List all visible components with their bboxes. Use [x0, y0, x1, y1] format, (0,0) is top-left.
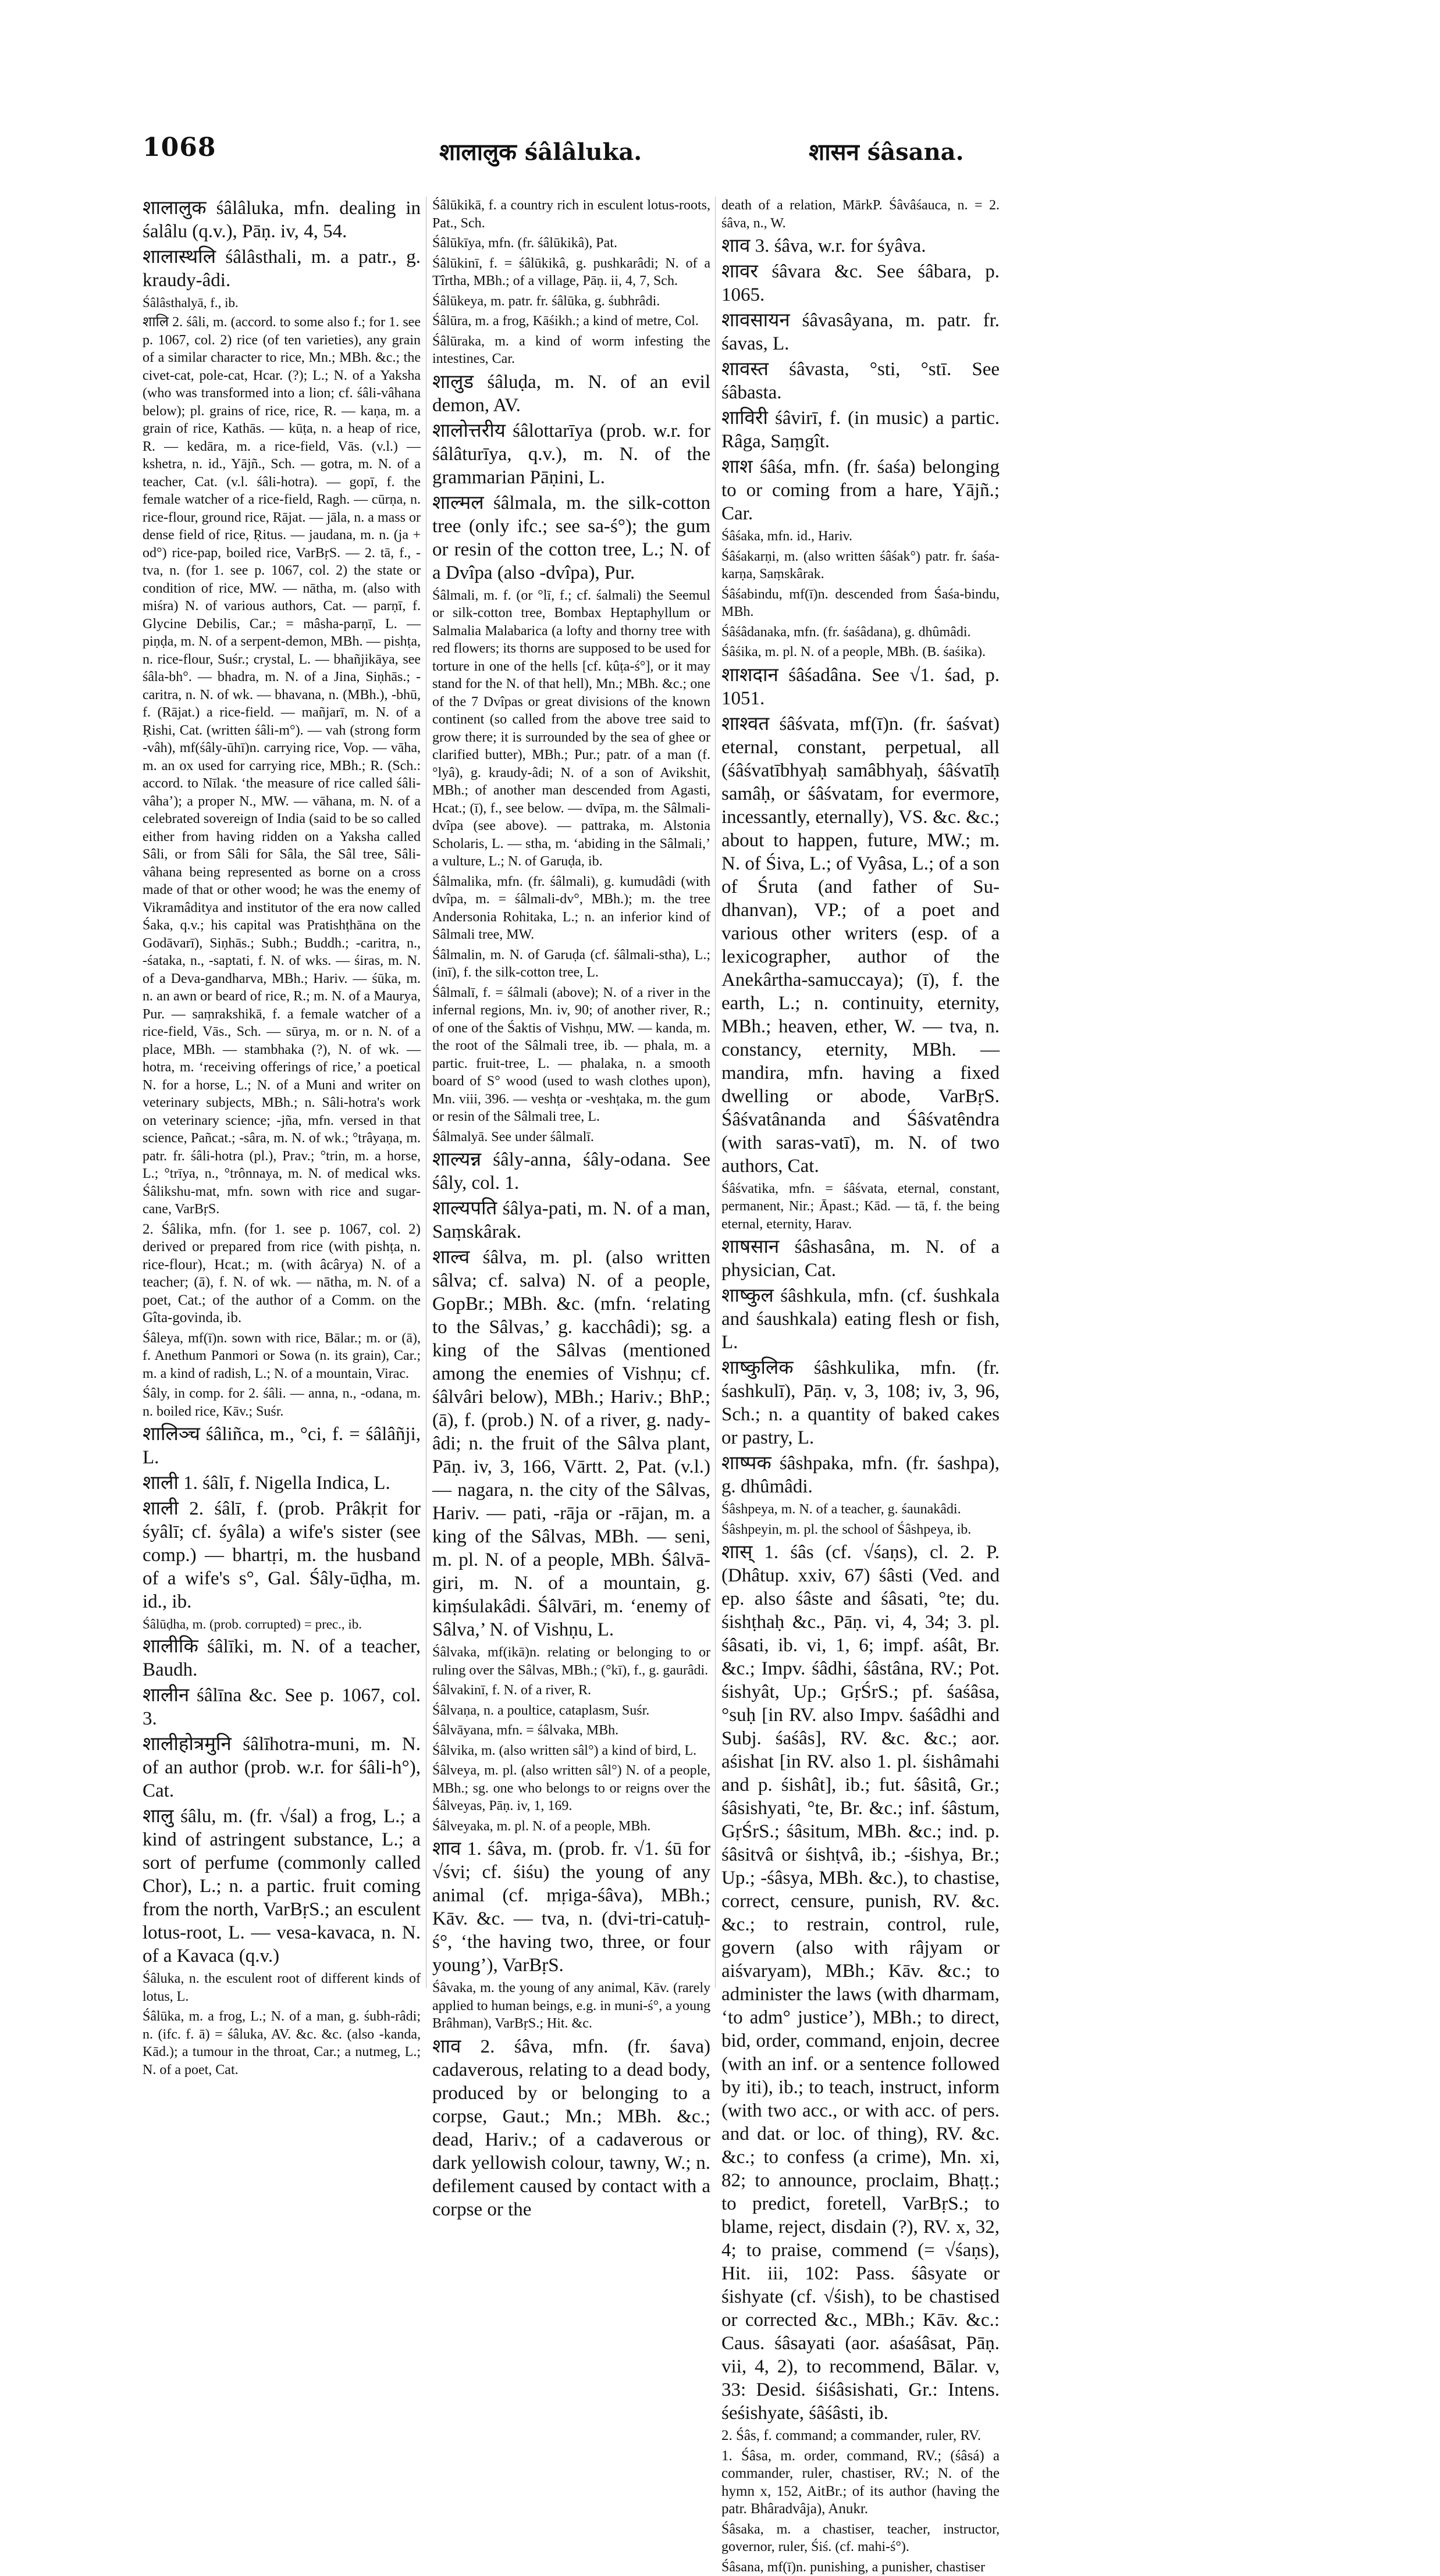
dictionary-entry: Śâly, in comp. for 2. śâli. — anna, n., -odana, m. n. boiled rice, Kāv.; Suśr.	[143, 1385, 421, 1420]
dictionary-entry: Śâlveya, m. pl. (also written sâl°) N. of a people, MBh.; sg. one who belongs to or reigns over the Śâlveyas, Pāṇ. iv, 1, 169.	[432, 1762, 710, 1815]
dictionary-entry: Śâlmalyā. See under śâlmalī.	[432, 1128, 710, 1146]
column-2	[432, 197, 710, 1988]
column-3	[721, 197, 1000, 1988]
dictionary-entry: Śâlvaṇa, n. a poultice, cataplasm, Suśr.	[432, 1702, 710, 1720]
dictionary-entry: शाश्वत śâśvata, mf(ī)n. (fr. śaśvat) eternal, constant, perpetual, all (śâśvatībhyaḥ samâbhyaḥ, śâśvatīḥ samâḥ, or śâśvatam, for evermore, incessantly, eternally), VS. &c. &c.; about to happen, future, MW.; m. N. of Śiva, L.; of Vyâsa, L.; of a son of Śruta (and father of Su-dhanvan), VP.; of a poet and various other writers (esp. of a lexicographer, author of the Anekârtha-samuccaya); (ī), f. the earth, L.; n. continuity, eternity, MBh.; heaven, ether, W. — tva, n. constancy, eternity, MBh. — mandira, mfn. having a fixed dwelling or abode, VarBṛS. Śâśvatânanda and Śâśvatêndra (with saras-vatī), m. N. of two authors, Cat.	[721, 712, 1000, 1178]
dictionary-entry: Śâlūkeya, m. patr. fr. śâlūka, g. śubhrâdi.	[432, 293, 710, 311]
dictionary-entry: Śâsana, mf(ī)n. punishing, a punisher, chastiser	[721, 2559, 1000, 2576]
dictionary-entry: 2. Śâs, f. command; a commander, ruler, RV.	[721, 2427, 1000, 2445]
dictionary-entry: शाविरी śâvirī, f. (in music) a partic. Râga, Saṃgît.	[721, 407, 1000, 453]
dictionary-entry: शाल्मल śâlmala, m. the silk-cotton tree (only ifc.; see sa-ś°); the gum or resin of the cotton tree, L.; N. of a Dvîpa (also -dvîpa), Pur.	[432, 491, 710, 585]
dictionary-entry: Śâlmalin, m. N. of Garuḍa (cf. śâlmali-stha), L.; (inī), f. the silk-cotton tree, L.	[432, 946, 710, 982]
dictionary-entry: Śâlvāyana, mfn. = śâlvaka, MBh.	[432, 1722, 710, 1740]
dictionary-entry: Śâśvatika, mfn. = śâśvata, eternal, constant, permanent, Nir.; Āpast.; Kād. — tā, f. the being eternal, eternity, Harav.	[721, 1180, 1000, 1234]
dictionary-entry: Śâleya, mf(ī)n. sown with rice, Bālar.; m. or (ā), f. Anethum Panmori or Sowa (n. its grain), Car.; m. a kind of radish, L.; N. of a mountain, Virac.	[143, 1330, 421, 1383]
dictionary-entry: शाव 1. śâva, m. (prob. fr. √1. śū for √śvi; cf. śiśu) the young of any animal (cf. mṛiga-śâva), MBh.; Kāv. &c. — tva, n. (dvi-tri-catuḥ-ś°, ‘the having two, three, or four young’), VarBṛS.	[432, 1837, 710, 1977]
dictionary-entry: Śâlūka, m. a frog, L.; N. of a man, g. śubh-râdi; n. (ifc. f. ā) = śâluka, AV. &c. &c. (also -kanda, Kād.); a tumour in the throat, Car.; a nutmeg, L.; N. of a poet, Cat.	[143, 2008, 421, 2079]
dictionary-entry: शावर śâvara &c. See śâbara, p. 1065.	[721, 260, 1000, 307]
running-head-left: शालालुक śâlâluka.	[439, 135, 642, 167]
dictionary-entry: Śâśâdanaka, mfn. (fr. śaśâdana), g. dhûmâdi.	[721, 623, 1000, 642]
dictionary-entry: 2. Śâlika, mfn. (for 1. see p. 1067, col. 2) derived or prepared from rice (with pishṭa, n. rice-flour), Hcat.; m. (with âcârya) N. of a teacher; (ā), f. N. of wk. — nātha, m. N. of a poet, Cat.; of the author of a Comm. on the Gîta-govinda, ib.	[143, 1221, 421, 1327]
dictionary-entry: शाष्पक śâshpaka, mfn. (fr. śashpa), g. dhûmâdi.	[721, 1452, 1000, 1498]
dictionary-entry: 1. Śâsa, m. order, command, RV.; (śâsá) a commander, ruler, chastiser, RV.; N. of the hymn x, 152, AitBr.; of its author (having the patr. Bhâradvâja), Anukr.	[721, 2447, 1000, 2518]
dictionary-entry: Śâśaka, mfn. id., Hariv.	[721, 528, 1000, 546]
dictionary-entry: शालीन śâlīna &c. See p. 1067, col. 3.	[143, 1684, 421, 1730]
dictionary-entry: शालि 2. śâli, m. (accord. to some also f.; for 1. see p. 1067, col. 2) rice (of ten varieties), any grain of a similar character to rice, Mn.; MBh. &c.; the civet-cat, pole-cat, Hcar. (?); L.; N. of a Yaksha (who was transformed into a lion; cf. śâli-vâhana below); pl. grains of rice, rice, R. — kaṇa, m. a grain of rice, Kathās. — kūṭa, n. a heap of rice, R. — kedāra, m. a rice-field, Vās. (v.l.) — kshetra, n. id., Yājñ., Sch. — gotra, m. N. of a teacher, Cat. (v.l. śâli-hotra). — gopī, f. the female watcher of a rice-field, Ragh. — cūrṇa, n. rice-flour, ground rice, Rājat. — jāla, n. a mass or dense field of rice, Ṛitus. — jaudana, m. n. (ja + od°) rice-pap, boiled rice, VarBṛS. — 2. tā, f., -tva, n. (for 1. see p. 1067, col. 2) the state or condition of rice, MW. — nātha, m. (also with miśra) N. of various authors, Cat. — parṇī, f. Glycine Debilis, Car.; = mâsha-parṇī, L. — piṇḍa, m. N. of a serpent-demon, MBh. — pishṭa, n. rice-flour, Suśr.; crystal, L. — bhañjikāya, see śâla-bh°. — bhadra, m. N. of a Jina, Siṇhās.; -caritra, n. N. of wk. — bhavana, n. (MBh.), -bhū, f. (Rājat.) a rice-field. — mañjarī, m. N. of a Ṛishi, Cat. (written śâli-m°). — vah (strong form -vâh), mf(śâly-ūhī)n. carrying rice, Vop. — vāha, m. an ox used for carrying rice, MBh.; R. (Sch.: accord. to Nīlak. ‘the measure of rice called śâli-vâha’); a proper N., MW. — vāhana, m. N. of a celebrated sovereign of India (said to be so called either from having ridden on a Yaksha called Sâli, or from Sâli for Sâla, the Sâl tree, Sâli-vâhana being represented as borne on a cross made of that or other wood; he was the enemy of Vikramâditya and institutor of the era now called Śaka, q.v.; his capital was Pratishṭhāna on the Godāvarī), Siṇhās.; Subh.; Buddh.; -caritra, n., -śataka, n., -saptati, f. N. of wks. — śiras, m. N. of a Deva-gandharva, MBh.; Hariv. — śūka, m. n. an awn or beard of rice, R.; m. N. of a Maurya, Pur. — saṃrakshikā, f. a female watcher of a rice-field, Vās., Sch. — sūrya, m. or n. N. of a place, MBh. — stambhaka (?), N. of wk. — hotra, m. ‘receiving offerings of rice,’ a poetical N. for a horse, L.; N. of a Muni and writer on veterinary subjects, MBh.; n. Sâli-hotra's work on veterinary science; -jña, mfn. versed in that science, Pañcat.; -sâra, m. N. of wk.; °trâyaṇa, m. patr. fr. śâli-hotra (pl.), Prav.; °trin, m. a horse, L.; °trīya, n., °trônnaya, m. N. of medical wks. Śâlikshu-mat, mfn. sown with rice and sugar-cane, VarBṛS.	[143, 313, 421, 1218]
dictionary-entry: Śâśika, m. pl. N. of a people, MBh. (B. śaśika).	[721, 643, 1000, 661]
column-1	[143, 197, 421, 1988]
dictionary-entry: शालुड śâluḍa, m. N. of an evil demon, AV.	[432, 370, 710, 417]
dictionary-entry: शालोत्तरीय śâlottarīya (prob. w.r. for śâlâturīya, q.v.), m. N. of the grammarian Pāṇini, L.	[432, 419, 710, 489]
dictionary-entry: Śâśakarṇi, m. (also written śâśak°) patr. fr. śaśa-karṇa, Saṃskârak.	[721, 548, 1000, 583]
dictionary-entry: Śâlveyaka, m. pl. N. of a people, MBh.	[432, 1818, 710, 1836]
dictionary-entry: शाव 3. śâva, w.r. for śyâva.	[721, 234, 1000, 258]
dictionary-entry: शालीहोत्रमुनि śâlīhotra-muni, m. N. of an author (prob. w.r. for śâli-h°), Cat.	[143, 1733, 421, 1802]
dictionary-entry: शाव 2. śâva, mfn. (fr. śava) cadaverous, relating to a dead body, produced by or belonging to a corpse, Gaut.; Mn.; MBh. &c.; dead, Hariv.; of a cadaverous or dark yellowish colour, tawny, W.; n. defilement caused by contact with a corpse or the	[432, 2035, 710, 2221]
running-head-right: शासन śâsana.	[809, 135, 964, 167]
dictionary-entry: Śâshpeyin, m. pl. the school of Śâshpeya, ib.	[721, 1521, 1000, 1539]
dictionary-entry: शाल्व śâlva, m. pl. (also written sâlva; cf. salva) N. of a people, GopBr.; MBh. &c. (mfn. ‘relating to the Sâlvas,’ g. kacchâdi); sg. a king of the Sâlvas (mentioned among the enemies of Vishṇu; cf. śâlvâri below), MBh.; Hariv.; BhP.; (ā), f. (prob.) N. of a river, g. nady-âdi; n. the fruit of the Sâlva plant, Pāṇ. iv, 3, 166, Vārtt. 2, Pat. (v.l.) — nagara, n. the city of the Sâlvas, Hariv. — pati, -rāja or -rājan, m. a king of the Sâlvas, MBh. — seni, m. pl. N. of a people, MBh. Śâlvā-giri, m. N. of a mountain, g. kiṃśulakâdi. Śâlvāri, m. ‘enemy of Sâlva,’ N. of Vishṇu, L.	[432, 1246, 710, 1641]
dictionary-entry: शावस्त śâvasta, °sti, °stī. See śâbasta.	[721, 358, 1000, 404]
dictionary-entry: शालास्थलि śâlâsthali, m. a patr., g. kraudy-âdi.	[143, 245, 421, 292]
dictionary-entry: शाली 1. śâlī, f. Nigella Indica, L.	[143, 1472, 421, 1495]
dictionary-entry: शाषसान śâshasâna, m. N. of a physician, Cat.	[721, 1235, 1000, 1282]
dictionary-entry: शावसायन śâvasâyana, m. patr. fr. śavas, L.	[721, 309, 1000, 355]
column-4	[1011, 197, 1289, 1988]
dictionary-entry: Śâvaka, m. the young of any animal, Kāv. (rarely applied to human beings, e.g. in muni-ś°, a young Brâhman), VarBṛS.; Hit. &c.	[432, 1979, 710, 2033]
dictionary-entry: Śâlūra, m. a frog, Kāśikh.; a kind of metre, Col.	[432, 312, 710, 330]
dictionary-entry: Śâlvakinī, f. N. of a river, R.	[432, 1681, 710, 1699]
dictionary-entry: Śâlmali, m. f. (or °lī, f.; cf. śalmali) the Seemul or silk-cotton tree, Bombax Heptaphyllum or Salmalia Malabarica (a lofty and thorny tree with red flowers; its thorns are supposed to be used for torture in one of the hells [cf. kûṭa-ś°], or it may stand for the N. of that hell), Mn.; MBh. &c.; one of the 7 Dvîpas or great divisions of the known continent (so called from the above tree said to grow there; it is surrounded by the sea of ghee or clarified butter), MBh.; Pur.; patr. of a man (f. °lyâ), g. kraudy-âdi; N. of a son of Avikshit, MBh.; of another man descended from Agasti, Hcat.; (ī), f., see below. — dvīpa, m. the Sâlmali-dvîpa (see above). — pattraka, m. Alstonia Scholaris, L. — stha, m. ‘abiding in the Sâlmali,’ a vulture, L.; N. of Garuḍa, ib.	[432, 587, 710, 871]
dictionary-entry: शास् 1. śâs (cf. √śaṇs), cl. 2. P. (Dhâtup. xxiv, 67) śâsti (Ved. and ep. also śâste and śâsati, °te; du. śishṭhaḥ &c., Pāṇ. vi, 4, 34; 3. pl. śâsati, ib. vi, 1, 6; impf. aśât, Br. &c.; Impv. śâdhi, śâstâna, RV.; Pot. śishyât, Up.; GṛŚrS.; pf. śaśâsa, °suḥ [in RV. also Impv. śaśâdhi and Subj. śaśâs], RV. &c. &c.; aor. aśishat [in RV. also 1. pl. śishâmahi and p. śishât], ib.; fut. śâsitâ, Gr.; śâsishyati, °te, Br. &c.; inf. śâstum, GṛŚrS.; śâsitum, MBh. &c.; ind. p. śâsitvâ or śishṭvâ, ib.; -śishya, Br.; Up.; -śâsya, MBh. &c.), to chastise, correct, censure, punish, RV. &c. &c.; to restrain, control, rule, govern (also with râjyam or aiśvaryam), MBh.; Kāv. &c.; to administer the laws (with dharmam, ‘to adm° justice’), MBh.; to direct, bid, order, command, enjoin, decree (with an inf. or a sentence followed by iti), ib.; to teach, instruct, inform (with two acc., or with acc. of pers. and dat. or loc. of thing), RV. &c. &c.; to confess (a crime), Mn. xi, 82; to announce, proclaim, Bhaṭṭ.; to predict, foretell, VarBṛS.; to blame, reject, disdain (?), RV. x, 32, 4; to praise, commend (= √śaṇs), Hit. iii, 102: Pass. śâsyate or śishyate (cf. √śish), to be chastised or corrected &c., MBh.; Kāv. &c.: Caus. śâsayati (aor. aśaśâsat, Pāṇ. vii, 4, 2), to recommend, Bālar. v, 33: Desid. śiśâsishati, Gr.: Intens. śeśishyate, śâśâsti, ib.	[721, 1541, 1000, 2425]
dictionary-entry: Śâshpeya, m. N. of a teacher, g. śaunakâdi.	[721, 1501, 1000, 1519]
dictionary-entry: Śâlvaka, mf(ikā)n. relating or belonging to or ruling over the Sâlvas, MBh.; (°kī), f., g. gaurâdi.	[432, 1644, 710, 1679]
dictionary-entry: Śâlūkinī, f. = śâlūkikâ, g. pushkarâdi; N. of a Tîrtha, MBh.; of a village, Pāṇ. ii, 4, 7, Sch.	[432, 255, 710, 290]
dictionary-entry: शाष्कुलिक śâshkulika, mfn. (fr. śashkulī), Pāṇ. v, 3, 108; iv, 3, 96, Sch.; n. a quantity of baked cakes or pastry, L.	[721, 1356, 1000, 1449]
dictionary-entry: Śâlâsthalyā, f., ib.	[143, 294, 421, 311]
dictionary-entry: शाष्कुल śâshkula, mfn. (cf. śushkala and śaushkala) eating flesh or fish, L.	[721, 1284, 1000, 1354]
dictionary-entry: शाली 2. śâlī, f. (prob. Prâkṛit for śyâlī; cf. śyâla) a wife's sister (see comp.) — bhartṛi, m. the husband of a wife's s°, Gal. Śâly-ūḍha, m. id., ib.	[143, 1497, 421, 1613]
page-header	[143, 133, 1283, 179]
dictionary-entry: death of a relation, MārkP. Śâvâśauca, n. = 2. śâva, n., W.	[721, 197, 1000, 232]
dictionary-entry: Śâluka, n. the esculent root of different kinds of lotus, L.	[143, 1970, 421, 2005]
dictionary-entry: Śâlmalī, f. = śâlmali (above); N. of a river in the infernal regions, Mn. iv, 90; of another river, R.; of one of the Śaktis of Vishṇu, MW. — kanda, m. the root of the Sâlmali tree, ib. — phala, m. a partic. fruit-tree, L. — phalaka, n. a smooth board of S° wood (used to wash clothes upon), Mn. viii, 396. — veshṭa or -veshṭaka, m. the gum or resin of the Sâlmali tree, L.	[432, 984, 710, 1126]
dictionary-entry: शाल्यपति śâlya-pati, m. N. of a man, Saṃskârak.	[432, 1197, 710, 1244]
dictionary-entry: Śâlūkikā, f. a country rich in esculent lotus-roots, Pat., Sch.	[432, 197, 710, 232]
dictionary-entry: Śâlūraka, m. a kind of worm infesting the intestines, Car.	[432, 333, 710, 368]
dictionary-entry: शाशदान śâśadâna. See √1. śad, p. 1051.	[721, 664, 1000, 710]
dictionary-entry: Śâlmalika, mfn. (fr. śâlmali), g. kumudâdi (with dvîpa, m. = śâlmali-dv°, MBh.); m. the tree Andersonia Rohitaka, L.; n. an inferior kind of Sâlmali tree, MW.	[432, 873, 710, 944]
dictionary-entry: शाश śâśa, mfn. (fr. śaśa) belonging to or coming from a hare, Yājñ.; Car.	[721, 455, 1000, 525]
column-divider	[715, 197, 716, 1988]
dictionary-entry: Śâsaka, m. a chastiser, teacher, instructor, governor, ruler, Śiś. (cf. mahi-ś°).	[721, 2521, 1000, 2556]
dictionary-entry: Śâlūḍha, m. (prob. corrupted) = prec., ib.	[143, 1616, 421, 1633]
dictionary-entry: Śâśabindu, mf(ī)n. descended from Śaśa-bindu, MBh.	[721, 586, 1000, 621]
dictionary-entry: शालिञ्च śâliñca, m., °ci, f. = śâlâñji, L.	[143, 1423, 421, 1469]
dictionary-entry: शालीकि śâlīki, m. N. of a teacher, Baudh.	[143, 1635, 421, 1681]
dictionary-entry: शालु śâlu, m. (fr. √śal) a frog, L.; a kind of astringent substance, L.; a sort of perfume (commonly called Chor), L.; n. a partic. fruit coming from the north, VarBṛS.; an esculent lotus-root, L. — vesa-kavaca, n. N. of a Kavaca (q.v.)	[143, 1805, 421, 1968]
dictionary-entry: Śâlūkīya, mfn. (fr. śâlūkikâ), Pat.	[432, 234, 710, 252]
dictionary-entry: शालालुक śâlâluka, mfn. dealing in śalâlu (q.v.), Pāṇ. iv, 4, 54.	[143, 197, 421, 243]
dictionary-entry: Śâlvika, m. (also written sâl°) a kind of bird, L.	[432, 1742, 710, 1760]
page-number: 1068	[143, 133, 216, 162]
dictionary-entry: शाल्यन्न śâly-anna, śâly-odana. See śâly, col. 1.	[432, 1148, 710, 1195]
